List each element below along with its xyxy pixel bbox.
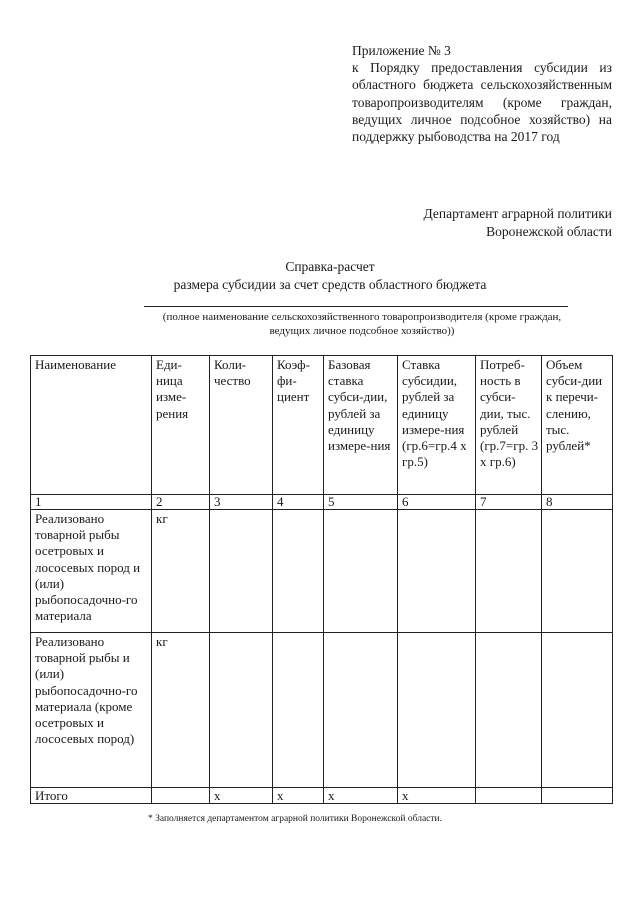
empty-cell (542, 633, 613, 788)
column-number: 5 (324, 495, 398, 510)
column-number: 7 (476, 495, 542, 510)
column-number: 1 (31, 495, 152, 510)
empty-cell (476, 510, 542, 633)
table-header-row (31, 356, 613, 495)
total-cell: х (398, 788, 476, 804)
appendix-text: к Порядку предоставления субсидии из областного бюджета сельскохозяйственным товаропроизводителям (кроме граждан, ведущих личное подсобное хозяйство) на поддержку рыбоводства на 2017 год (352, 60, 612, 145)
producer-name-line (144, 306, 568, 307)
header-name: Наименование (31, 356, 152, 495)
row-name: Реализовано товарной рыбы осетровых и лососевых пород и (или) рыбопосадочно-го материала (31, 510, 152, 633)
department-name: Департамент аграрной политики (423, 206, 612, 221)
empty-cell (273, 633, 324, 788)
header-quantity: Коли-чество (210, 356, 273, 495)
total-cell (542, 788, 613, 804)
column-number: 3 (210, 495, 273, 510)
header-subsidy-need: Потреб-ность в субси-дии, тыс. рублей (гр.7=гр. 3 х гр.6) (476, 356, 542, 495)
total-cell: х (273, 788, 324, 804)
header-subsidy-rate: Ставка субсидии, рублей за единицу измере-ния (гр.6=гр.4 х гр.5) (398, 356, 476, 495)
empty-cell (324, 510, 398, 633)
empty-cell (476, 633, 542, 788)
column-number: 8 (542, 495, 613, 510)
empty-cell (542, 510, 613, 633)
table-column-numbers-row (31, 495, 613, 510)
empty-cell (273, 510, 324, 633)
empty-cell (398, 633, 476, 788)
document-title-line2: размера субсидии за счет средств областного бюджета (173, 277, 487, 292)
empty-cell (324, 633, 398, 788)
total-cell: х (210, 788, 273, 804)
department-region: Воронежской области (486, 224, 612, 239)
footnote: * Заполняется департаментом аграрной политики Воронежской области. (148, 814, 443, 824)
empty-cell (398, 510, 476, 633)
empty-cell (210, 510, 273, 633)
table-total-row (31, 788, 613, 804)
appendix-block (352, 42, 612, 145)
header-unit: Еди-ница изме-рения (152, 356, 210, 495)
header-base-rate: Базовая ставка субси-дии, рублей за единицу измере-ния (324, 356, 398, 495)
table-row (31, 510, 613, 633)
row-name: Реализовано товарной рыбы и (или) рыбопосадочно-го материала (кроме осетровых и лососевых пород) (31, 633, 152, 788)
row-unit: кг (152, 510, 210, 633)
appendix-number: Приложение № 3 (352, 43, 451, 58)
column-number: 6 (398, 495, 476, 510)
total-cell: х (324, 788, 398, 804)
total-cell (476, 788, 542, 804)
total-label: Итого (31, 788, 152, 804)
department-block (392, 205, 612, 241)
header-subsidy-volume: Объем субси-дии к перечи-слению, тыс. рублей* (542, 356, 613, 495)
table-row (31, 633, 613, 788)
row-unit: кг (152, 633, 210, 788)
header-coefficient: Коэф-фи-циент (273, 356, 324, 495)
column-number: 2 (152, 495, 210, 510)
document-title (120, 258, 540, 294)
empty-cell (210, 633, 273, 788)
subsidy-table (30, 355, 613, 804)
producer-caption: (полное наименование сельскохозяйственного товаропроизводителя (кроме граждан, ведущих личное подсобное хозяйство)) (162, 311, 562, 337)
total-cell (152, 788, 210, 804)
document-title-line1: Справка-расчет (285, 259, 375, 274)
column-number: 4 (273, 495, 324, 510)
